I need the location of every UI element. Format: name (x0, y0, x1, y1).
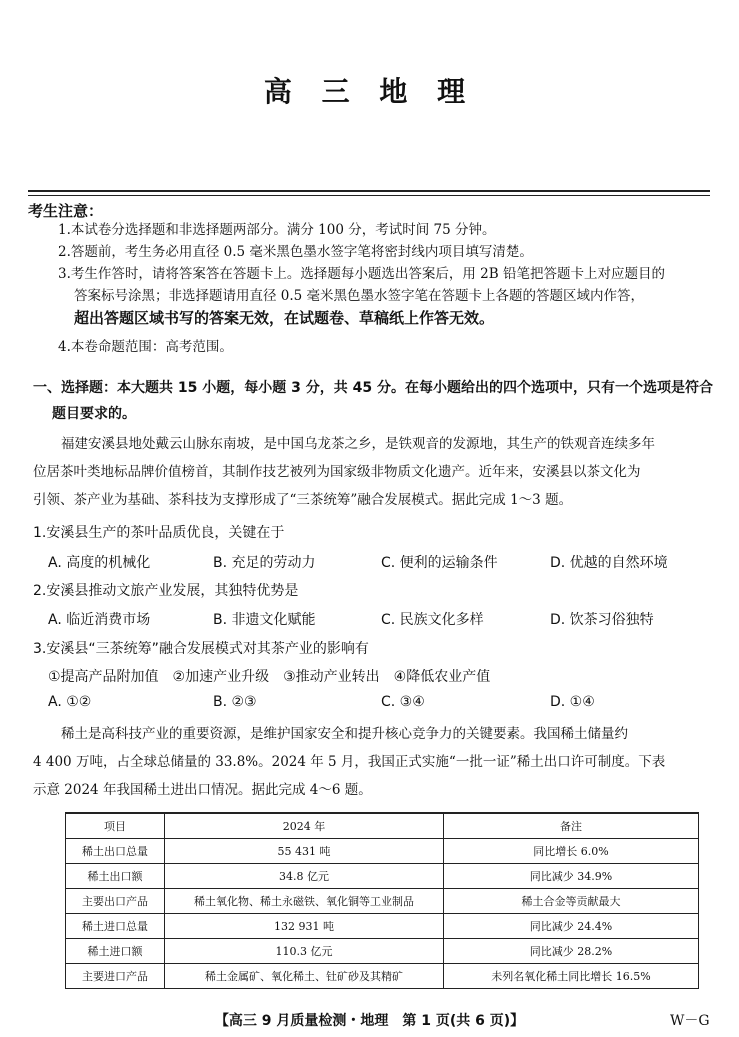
paper-code: W－G (670, 1013, 710, 1029)
table-row (66, 914, 699, 939)
passage-line: 福建安溪县地处戴云山脉东南坡，是中国乌龙茶之乡，是铁观音的发源地，其生产的铁观音连续多年 (61, 436, 655, 452)
table-cell: 未列名氧化稀土同比增长 16.5% (444, 964, 699, 989)
table-cell: 稀土出口总量 (66, 839, 165, 864)
notice-item-bold: 超出答题区域书写的答案无效，在试题卷、草稿纸上作答无效。 (74, 309, 495, 327)
table-row (66, 964, 699, 989)
passage-line: 引领、茶产业为基础、茶科技为支撑形成了“三茶统筹”融合发展模式。据此完成 1～3 题。 (33, 492, 573, 508)
table-cell: 稀土进口额 (66, 939, 165, 964)
notice-item: 答案标号涂黑；非选择题请用直径 0.5 毫米黑色墨水签字笔在答题卡上各题的答题区域内作答， (74, 288, 645, 304)
passage-line: 稀土是高科技产业的重要资源，是维护国家安全和提升核心竞争力的关键要素。我国稀土储量约 (61, 726, 628, 742)
option-c[interactable]: C. 便利的运输条件 (381, 555, 498, 571)
question-stem: 2.安溪县推动文旅产业发展，其独特优势是 (33, 583, 299, 599)
passage-line: 示意 2024 年我国稀土进出口情况。据此完成 4～6 题。 (33, 782, 372, 798)
option-d[interactable]: D. 优越的自然环境 (550, 555, 668, 571)
notice-heading: 考生注意： (28, 202, 104, 220)
option-a[interactable]: A. 临近消费市场 (48, 612, 151, 628)
passage-line: 位居茶叶类地标品牌价值榜首，其制作技艺被列为国家级非物质文化遗产。近年来，安溪县以茶文化为 (33, 464, 641, 480)
table-header-row (66, 813, 699, 839)
option-c[interactable]: C. 民族文化多样 (381, 612, 484, 628)
table-header: 备注 (444, 813, 699, 839)
table-header: 2024 年 (165, 813, 444, 839)
option-d[interactable]: D. ①④ (550, 694, 595, 710)
table-cell: 同比增长 6.0% (444, 839, 699, 864)
notice-item: 2.答题前，考生务必用直径 0.5 毫米黑色墨水签字笔将密封线内项目填写清楚。 (58, 244, 533, 260)
notice-item: 1.本试卷分选择题和非选择题两部分。满分 100 分，考试时间 75 分钟。 (58, 222, 496, 238)
table-cell: 同比减少 34.9% (444, 864, 699, 889)
table-cell: 132 931 吨 (165, 914, 444, 939)
option-a[interactable]: A. ①② (48, 694, 92, 710)
option-a[interactable]: A. 高度的机械化 (48, 555, 151, 571)
table-cell: 稀土氧化物、稀土永磁铁、氧化铜等工业制品 (165, 889, 444, 914)
rare-earth-table (65, 812, 699, 989)
table-row (66, 839, 699, 864)
table-cell: 主要出口产品 (66, 889, 165, 914)
table-row (66, 889, 699, 914)
option-b[interactable]: B. ②③ (213, 694, 257, 710)
table-cell: 34.8 亿元 (165, 864, 444, 889)
table-cell: 稀土金属矿、氧化稀土、钍矿砂及其精矿 (165, 964, 444, 989)
question-stem: 3.安溪县“三茶统筹”融合发展模式对其茶产业的影响有 (33, 641, 369, 657)
passage-line: 4 400 万吨，占全球总储量的 33.8%。2024 年 5 月，我国正式实施“一批一证”稀土出口许可制度。下表 (33, 754, 666, 770)
table-cell: 稀土进口总量 (66, 914, 165, 939)
option-c[interactable]: C. ③④ (381, 694, 425, 710)
notice-item: 3.考生作答时，请将答案答在答题卡上。选择题每小题选出答案后，用 2B 铅笔把答题卡上对应题目的 (58, 266, 665, 282)
table-cell: 同比减少 28.2% (444, 939, 699, 964)
divider-thick (28, 190, 710, 192)
table-cell: 同比减少 24.4% (444, 914, 699, 939)
table-header: 项目 (66, 813, 165, 839)
table-cell: 稀土出口额 (66, 864, 165, 889)
question-sub-items: ①提高产品附加值 ②加速产业升级 ③推动产业转出 ④降低农业产值 (48, 669, 491, 685)
table-cell: 55 431 吨 (165, 839, 444, 864)
table-row (66, 864, 699, 889)
option-b[interactable]: B. 非遗文化赋能 (213, 612, 316, 628)
table-cell: 稀土合金等贡献最大 (444, 889, 699, 914)
question-stem: 1.安溪县生产的茶叶品质优良，关键在于 (33, 525, 285, 541)
page-footer: 【高三 9 月质量检测・地理 第 1 页(共 6 页)】 (214, 1013, 525, 1029)
option-b[interactable]: B. 充足的劳动力 (213, 555, 316, 571)
option-d[interactable]: D. 饮茶习俗独特 (550, 612, 654, 628)
section-heading-cont: 题目要求的。 (52, 406, 136, 422)
table-cell: 主要进口产品 (66, 964, 165, 989)
table-cell: 110.3 亿元 (165, 939, 444, 964)
section-heading: 一、选择题：本大题共 15 小题，每小题 3 分，共 45 分。在每小题给出的四个选项中，只有一个选项是符合 (33, 380, 713, 396)
table-row (66, 939, 699, 964)
notice-item: 4.本卷命题范围：高考范围。 (58, 339, 233, 355)
divider-thin (28, 195, 710, 196)
page-title: 高 三 地 理 (263, 75, 476, 108)
